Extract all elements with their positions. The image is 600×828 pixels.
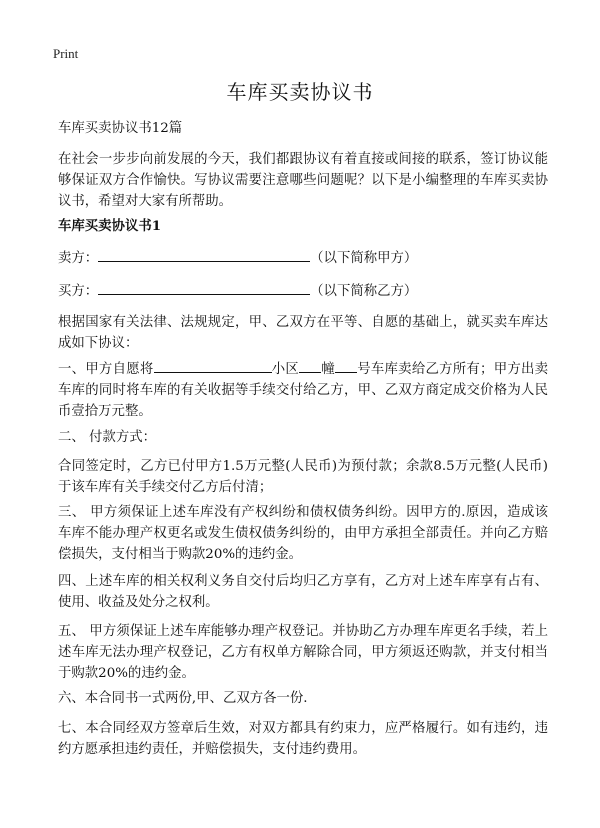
clause1-b: 小区 (271, 362, 300, 377)
clause1-a: 一、甲方自愿将 (58, 362, 154, 377)
seller-line (58, 247, 548, 269)
seller-label: 卖方： (58, 251, 99, 266)
number-blank (335, 358, 357, 373)
clause1-c: 幢 (321, 362, 335, 377)
buyer-blank (98, 280, 310, 295)
section-title: 车库买卖协议书1 (58, 218, 162, 234)
clause-2-paragraph: 合同签定时，乙方已付甲方1.5万元整(人民币)为预付款；余款8.5万元整(人民币)于该车库有关手续交付乙方后付清； (58, 459, 548, 495)
clause-3: 三、 甲方须保证上述车库没有产权纠纷和债权债务纠纷。因甲方的.原因，造成该车库不能办理产权更名或发生债权债务纠纷的，由甲方承担全部责任。并向乙方赔偿损失，支付相当于购款20%的违约金。 (58, 505, 548, 562)
seller-blank (98, 247, 310, 262)
clause-1 (58, 358, 548, 422)
community-blank (154, 358, 272, 373)
print-link[interactable]: Print (53, 46, 79, 61)
intro-paragraph: 在社会一步步向前发展的今天，我们都跟协议有着直接或间接的联系，签订协议能够保证双方合作愉快。写协议需要注意哪些问题呢？以下是小编整理的车库买卖协议书，希望对大家有所帮助。 (58, 152, 548, 209)
clause-4: 四、上述车库的相关权利义务自交付后均归乙方享有，乙方对上述车库享有占有、使用、收益及处分之权利。 (58, 574, 548, 610)
buyer-suffix: （以下简称乙方） (310, 284, 418, 299)
clause-6: 六、本合同书一式两份,甲、乙双方各一份. (58, 691, 308, 706)
buyer-line (58, 280, 548, 302)
clause1-d: 号车库卖给乙方所有；甲方出卖车库的同时将车库的有关收据等手续交付给乙方，甲、乙双方商定成交价格为人民币壹拾万元整。 (58, 362, 549, 419)
basis-paragraph: 根据国家有关法律、法规规定，甲、乙双方在平等、自愿的基础上，就买卖车库达成如下协议： (58, 315, 548, 351)
clause-7: 七、本合同经双方签章后生效，对双方都具有约束力，应严格履行。如有违约，违约方愿承担违约责任，并赔偿损失，支付违约费用。 (58, 721, 548, 757)
seller-suffix: （以下简称甲方） (310, 251, 418, 266)
clause-5: 五、 甲方须保证上述车库能够办理产权登记。并协助乙方办理车库更名手续，若上述车库无法办理产权登记，乙方有权单方解除合同，甲方须返还购款，并支付相当于购款20%的违约金。 (58, 624, 548, 681)
document-title: 车库买卖协议书 (226, 80, 374, 104)
intro-line: 车库买卖协议书12篇 (58, 121, 183, 136)
buyer-label: 买方： (58, 284, 99, 299)
clause-2-title: 二、 付款方式： (58, 430, 156, 445)
building-blank (299, 358, 321, 373)
